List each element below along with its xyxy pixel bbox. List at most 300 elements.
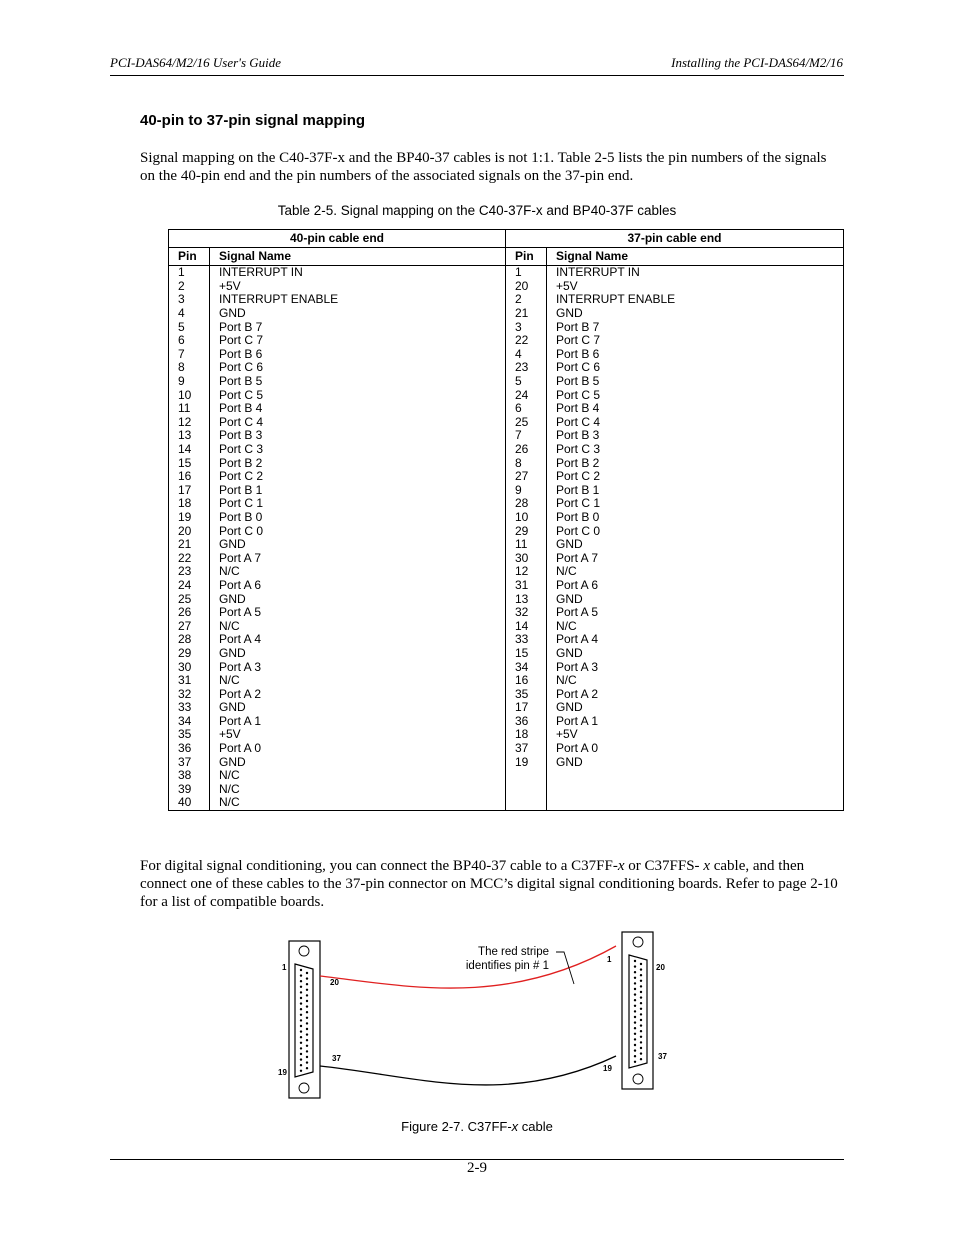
table-row	[169, 402, 844, 416]
cell-pin-37: 11	[506, 538, 547, 552]
connector-pin	[640, 980, 642, 982]
section-title: 40-pin to 37-pin signal mapping	[140, 112, 366, 129]
cell-signal-40: INTERRUPT ENABLE	[210, 293, 506, 307]
table-row	[169, 769, 844, 783]
connector-pin	[640, 1013, 642, 1015]
figure-caption-a: Figure 2-7. C37FF-	[401, 1119, 512, 1134]
cell-signal-40: Port A 1	[210, 715, 506, 729]
connector-pin	[634, 1005, 636, 1007]
cell-signal-40: Port C 6	[210, 361, 506, 375]
table-row	[169, 456, 844, 470]
callout-line-1: The red stripe	[478, 946, 549, 958]
table-row	[169, 348, 844, 362]
connector-pin	[300, 1053, 302, 1055]
cell-pin-37: 35	[506, 687, 547, 701]
table-row	[169, 524, 844, 538]
table-row	[169, 538, 844, 552]
cell-pin-40: 4	[169, 307, 210, 321]
connector-pin	[640, 1047, 642, 1049]
cell-pin-37: 36	[506, 715, 547, 729]
cell-signal-40: GND	[210, 755, 506, 769]
page-number: 2-9	[467, 1160, 487, 1176]
table-row	[169, 470, 844, 484]
left-screw-bottom	[299, 1083, 309, 1093]
cell-pin-40: 2	[169, 280, 210, 294]
connector-pin	[634, 999, 636, 1001]
connector-pin	[306, 1022, 308, 1024]
connector-pin	[640, 1058, 642, 1060]
cell-signal-40: Port A 0	[210, 742, 506, 756]
cell-signal-40: Port B 2	[210, 456, 506, 470]
connector-pin	[306, 1011, 308, 1013]
cell-signal-37: Port B 0	[547, 511, 844, 525]
cell-signal-40: Port C 7	[210, 334, 506, 348]
table-row	[169, 388, 844, 402]
connector-pin	[640, 1052, 642, 1054]
cell-signal-37: N/C	[547, 674, 844, 688]
connector-pin	[640, 963, 642, 965]
connector-pin	[640, 1008, 642, 1010]
connector-pin	[640, 1036, 642, 1038]
conditioning-x-1: x	[617, 858, 625, 874]
right-connector	[622, 932, 653, 1089]
connector-pin	[306, 983, 308, 985]
cell-signal-40: Port B 3	[210, 429, 506, 443]
connector-pin	[300, 986, 302, 988]
cell-signal-37: Port C 6	[547, 361, 844, 375]
cell-signal-37: Port C 7	[547, 334, 844, 348]
figure-caption-x: x	[511, 1119, 519, 1134]
cell-pin-37: 20	[506, 280, 547, 294]
table-row	[169, 674, 844, 688]
running-header-right: Installing the PCI-DAS64/M2/16	[671, 55, 843, 70]
cell-signal-40: INTERRUPT IN	[210, 266, 506, 280]
cell-signal-37: Port B 2	[547, 456, 844, 470]
table-row	[169, 334, 844, 348]
cell-pin-37: 13	[506, 592, 547, 606]
cell-signal-40: Port A 7	[210, 551, 506, 565]
cell-pin-37: 10	[506, 511, 547, 525]
cell-signal-37: Port A 7	[547, 551, 844, 565]
connector-pin	[300, 1019, 302, 1021]
table-row	[169, 592, 844, 606]
cell-pin-40: 31	[169, 674, 210, 688]
connector-pin	[306, 1028, 308, 1030]
right-label-pin-20: 20	[656, 963, 665, 972]
table-row	[169, 579, 844, 593]
cell-pin-40: 10	[169, 388, 210, 402]
cell-signal-37: Port C 3	[547, 443, 844, 457]
cell-signal-37: Port A 3	[547, 660, 844, 674]
cell-pin-40: 22	[169, 551, 210, 565]
conditioning-paragraph	[140, 857, 844, 911]
right-screw-bottom	[633, 1074, 643, 1084]
cell-pin-40: 11	[169, 402, 210, 416]
connector-pin	[634, 1038, 636, 1040]
connector-pin	[300, 1014, 302, 1016]
cell-pin-37: 19	[506, 755, 547, 769]
cell-signal-37: Port B 4	[547, 402, 844, 416]
header-rule	[110, 75, 844, 76]
table-row	[169, 660, 844, 674]
cell-signal-40: GND	[210, 647, 506, 661]
cell-signal-40: Port B 5	[210, 375, 506, 389]
cell-signal-37: N/C	[547, 565, 844, 579]
connector-pin	[300, 1070, 302, 1072]
table-row	[169, 497, 844, 511]
cell-pin-40: 29	[169, 647, 210, 661]
cell-pin-40: 14	[169, 443, 210, 457]
cell-pin-40: 15	[169, 456, 210, 470]
connector-pin	[306, 1017, 308, 1019]
cell-pin-37: 21	[506, 307, 547, 321]
running-header-left: PCI-DAS64/M2/16 User's Guide	[110, 55, 282, 70]
cell-signal-40: Port B 7	[210, 320, 506, 334]
cell-pin-37: 3	[506, 320, 547, 334]
cell-pin-40: 28	[169, 633, 210, 647]
cell-pin-37: 6	[506, 402, 547, 416]
connector-pin	[306, 1056, 308, 1058]
cell-signal-37: Port B 3	[547, 429, 844, 443]
cell-signal-37: GND	[547, 592, 844, 606]
connector-pin	[640, 996, 642, 998]
table-row	[169, 320, 844, 334]
table-row	[169, 361, 844, 375]
connector-pin	[634, 977, 636, 979]
connector-pin	[640, 1041, 642, 1043]
cell-pin-37: 27	[506, 470, 547, 484]
cell-pin-37: 5	[506, 375, 547, 389]
left-label-pin-1: 1	[282, 963, 287, 972]
cell-signal-40: Port A 4	[210, 633, 506, 647]
table-caption: Table 2-5. Signal mapping on the C40-37F-x and BP40-37F cables	[277, 203, 677, 218]
cell-signal-37: Port A 6	[547, 579, 844, 593]
cell-pin-37: 29	[506, 524, 547, 538]
table-row	[169, 796, 844, 810]
connector-pin	[634, 1044, 636, 1046]
left-label-pin-37: 37	[332, 1054, 341, 1063]
figure-caption-b: cable	[518, 1119, 553, 1134]
cell-pin-37: 8	[506, 456, 547, 470]
table-row	[169, 687, 844, 701]
connector-pin	[634, 993, 636, 995]
cell-pin-37: 22	[506, 334, 547, 348]
intro-paragraph: Signal mapping on the C40-37F-x and the BP40-37 cables is not 1:1. Table 2-5 lists the pin numbers of the signals on the 40-pin end and the pin numbers of the associated signals on the 37-pin end.	[140, 150, 827, 184]
connector-pin	[300, 997, 302, 999]
cell-signal-37: INTERRUPT IN	[547, 266, 844, 280]
cell-signal-37: Port B 6	[547, 348, 844, 362]
cell-pin-40: 13	[169, 429, 210, 443]
table-row	[169, 701, 844, 715]
cell-signal-40: Port B 4	[210, 402, 506, 416]
table-row	[169, 565, 844, 579]
cell-signal-37: N/C	[547, 619, 844, 633]
cell-pin-37: 33	[506, 633, 547, 647]
connector-pin	[634, 1021, 636, 1023]
cell-signal-37: GND	[547, 538, 844, 552]
table-row	[169, 511, 844, 525]
cell-signal-37: Port B 5	[547, 375, 844, 389]
cell-pin-40: 23	[169, 565, 210, 579]
cell-pin-40: 26	[169, 606, 210, 620]
cell-signal-40: N/C	[210, 565, 506, 579]
cell-pin-37: 25	[506, 416, 547, 430]
connector-pin	[300, 1064, 302, 1066]
connector-pin	[306, 972, 308, 974]
table-row	[169, 755, 844, 769]
col-header-pin-40: Pin	[169, 248, 210, 266]
cell-pin-37	[506, 769, 547, 783]
table-row	[169, 416, 844, 430]
cell-pin-40: 17	[169, 484, 210, 498]
connector-pin	[306, 1067, 308, 1069]
table-row	[169, 633, 844, 647]
cable-bottom-edge	[320, 1056, 616, 1085]
cell-pin-40: 19	[169, 511, 210, 525]
cell-signal-40: Port A 6	[210, 579, 506, 593]
left-label-pin-20: 20	[330, 978, 339, 987]
connector-pin	[640, 1019, 642, 1021]
cell-signal-40: N/C	[210, 674, 506, 688]
cell-pin-37	[506, 783, 547, 797]
table-body	[169, 266, 844, 811]
conditioning-text-c: cable, and then connect one of these cables to the 37-pin connector on MCC’s digital signal conditioning boards. Refer to page 2-10 for a list of compatible boards.	[140, 858, 838, 910]
cell-pin-40: 20	[169, 524, 210, 538]
cable-figure	[276, 928, 676, 1103]
connector-pin	[306, 1033, 308, 1035]
cell-signal-40: Port C 2	[210, 470, 506, 484]
connector-pin	[300, 1047, 302, 1049]
connector-pin	[300, 1058, 302, 1060]
cell-pin-37: 9	[506, 484, 547, 498]
connector-pin	[634, 1016, 636, 1018]
cell-signal-40: Port B 0	[210, 511, 506, 525]
cell-pin-37: 32	[506, 606, 547, 620]
table-row	[169, 266, 844, 280]
cell-pin-37: 31	[506, 579, 547, 593]
signal-mapping-table	[168, 229, 844, 811]
connector-pin	[300, 1008, 302, 1010]
cell-signal-37	[547, 769, 844, 783]
cell-pin-37: 4	[506, 348, 547, 362]
cell-signal-40: N/C	[210, 769, 506, 783]
cell-pin-40: 18	[169, 497, 210, 511]
table-row	[169, 647, 844, 661]
connector-pin	[300, 991, 302, 993]
cell-signal-40: Port B 6	[210, 348, 506, 362]
cell-signal-37: Port C 4	[547, 416, 844, 430]
cell-pin-40: 39	[169, 783, 210, 797]
connector-pin	[640, 985, 642, 987]
cell-pin-40: 33	[169, 701, 210, 715]
table-row	[169, 742, 844, 756]
cell-pin-37: 16	[506, 674, 547, 688]
cell-signal-40: Port A 3	[210, 660, 506, 674]
cell-signal-37: Port A 4	[547, 633, 844, 647]
cell-pin-40: 25	[169, 592, 210, 606]
connector-pin	[634, 965, 636, 967]
group-header-40pin: 40-pin cable end	[169, 230, 506, 248]
conditioning-text-b: or C37FFS-	[624, 858, 704, 874]
connector-pin	[306, 1000, 308, 1002]
connector-pin	[306, 994, 308, 996]
col-header-pin-37: Pin	[506, 248, 547, 266]
connector-pin	[300, 980, 302, 982]
connector-pin	[306, 1061, 308, 1063]
connector-pin	[300, 1002, 302, 1004]
figure-caption	[0, 1119, 954, 1134]
cell-pin-37: 26	[506, 443, 547, 457]
cell-pin-37	[506, 796, 547, 810]
connector-pin	[300, 969, 302, 971]
table-row	[169, 551, 844, 565]
cell-signal-37: +5V	[547, 728, 844, 742]
right-label-pin-1: 1	[607, 955, 612, 964]
connector-pin	[300, 1036, 302, 1038]
connector-pin	[634, 1033, 636, 1035]
cell-pin-37: 14	[506, 619, 547, 633]
cell-pin-40: 24	[169, 579, 210, 593]
cell-signal-40: Port C 0	[210, 524, 506, 538]
table-row	[169, 728, 844, 742]
cell-pin-37: 17	[506, 701, 547, 715]
cell-pin-40: 8	[169, 361, 210, 375]
cell-pin-37: 15	[506, 647, 547, 661]
col-header-signal-37: Signal Name	[547, 248, 844, 266]
cell-signal-37: Port A 1	[547, 715, 844, 729]
connector-pin	[306, 1039, 308, 1041]
cell-pin-40: 1	[169, 266, 210, 280]
cell-pin-37: 1	[506, 266, 547, 280]
cell-pin-40: 40	[169, 796, 210, 810]
cell-pin-37: 18	[506, 728, 547, 742]
callout-line-2: identifies pin # 1	[465, 960, 549, 972]
cell-signal-37	[547, 796, 844, 810]
cell-pin-40: 35	[169, 728, 210, 742]
conditioning-x-2: x	[703, 858, 710, 874]
cell-signal-37: Port A 0	[547, 742, 844, 756]
cell-signal-40: Port B 1	[210, 484, 506, 498]
cell-signal-40: N/C	[210, 619, 506, 633]
cell-pin-37: 23	[506, 361, 547, 375]
connector-pin	[300, 1042, 302, 1044]
cell-pin-40: 16	[169, 470, 210, 484]
table-row	[169, 606, 844, 620]
left-screw-top	[299, 946, 309, 956]
cell-signal-40: +5V	[210, 280, 506, 294]
connector-pin	[306, 1050, 308, 1052]
connector-pin	[306, 989, 308, 991]
cell-pin-37: 30	[506, 551, 547, 565]
table-row	[169, 293, 844, 307]
table-row	[169, 783, 844, 797]
table-row	[169, 280, 844, 294]
cell-signal-40: GND	[210, 592, 506, 606]
cell-pin-40: 38	[169, 769, 210, 783]
connector-pin	[640, 974, 642, 976]
connector-pin	[640, 991, 642, 993]
connector-pin	[300, 1025, 302, 1027]
table-row	[169, 443, 844, 457]
cell-signal-40: GND	[210, 307, 506, 321]
left-connector	[289, 941, 320, 1098]
cell-pin-40: 7	[169, 348, 210, 362]
cell-signal-40: Port C 4	[210, 416, 506, 430]
cell-pin-40: 6	[169, 334, 210, 348]
cell-pin-37: 37	[506, 742, 547, 756]
cell-signal-37: +5V	[547, 280, 844, 294]
cell-pin-40: 37	[169, 755, 210, 769]
table-row	[169, 484, 844, 498]
connector-pin	[300, 974, 302, 976]
connector-pin	[634, 1010, 636, 1012]
cell-pin-37: 24	[506, 388, 547, 402]
right-label-pin-37: 37	[658, 1052, 667, 1061]
connector-pin	[634, 960, 636, 962]
cell-signal-37: Port C 1	[547, 497, 844, 511]
left-label-pin-19: 19	[278, 1068, 287, 1077]
connector-pin	[634, 1061, 636, 1063]
cell-pin-37: 12	[506, 565, 547, 579]
col-header-signal-40: Signal Name	[210, 248, 506, 266]
connector-pin	[306, 1045, 308, 1047]
cell-pin-37: 2	[506, 293, 547, 307]
cell-pin-40: 12	[169, 416, 210, 430]
cell-signal-40: N/C	[210, 783, 506, 797]
cell-pin-40: 27	[169, 619, 210, 633]
cell-pin-37: 7	[506, 429, 547, 443]
cell-signal-40: GND	[210, 538, 506, 552]
cell-signal-37: Port C 0	[547, 524, 844, 538]
cell-pin-40: 21	[169, 538, 210, 552]
cell-signal-37: INTERRUPT ENABLE	[547, 293, 844, 307]
connector-pin	[640, 968, 642, 970]
cell-signal-37: Port B 1	[547, 484, 844, 498]
connector-pin	[634, 988, 636, 990]
connector-pin	[306, 977, 308, 979]
cell-pin-40: 9	[169, 375, 210, 389]
cell-pin-37: 28	[506, 497, 547, 511]
cell-signal-40: Port A 5	[210, 606, 506, 620]
cell-signal-40: Port A 2	[210, 687, 506, 701]
cell-signal-40: Port C 5	[210, 388, 506, 402]
connector-pin	[306, 1005, 308, 1007]
cell-pin-40: 32	[169, 687, 210, 701]
cell-pin-40: 34	[169, 715, 210, 729]
connector-pin	[634, 1055, 636, 1057]
cell-signal-37: Port C 5	[547, 388, 844, 402]
cell-pin-40: 3	[169, 293, 210, 307]
table-row	[169, 715, 844, 729]
connector-pin	[634, 1049, 636, 1051]
table-row	[169, 429, 844, 443]
right-screw-top	[633, 937, 643, 947]
callout-leader	[556, 952, 574, 984]
cell-signal-40: +5V	[210, 728, 506, 742]
right-label-pin-19: 19	[603, 1064, 612, 1073]
connector-pin	[634, 982, 636, 984]
connector-pin	[634, 1027, 636, 1029]
cell-pin-40: 30	[169, 660, 210, 674]
cell-signal-40: Port C 1	[210, 497, 506, 511]
group-header-37pin: 37-pin cable end	[506, 230, 844, 248]
cell-pin-40: 5	[169, 320, 210, 334]
cell-signal-37: Port A 2	[547, 687, 844, 701]
cell-signal-40: Port C 3	[210, 443, 506, 457]
cell-signal-37: GND	[547, 307, 844, 321]
connector-pin	[640, 1002, 642, 1004]
cell-pin-40: 36	[169, 742, 210, 756]
